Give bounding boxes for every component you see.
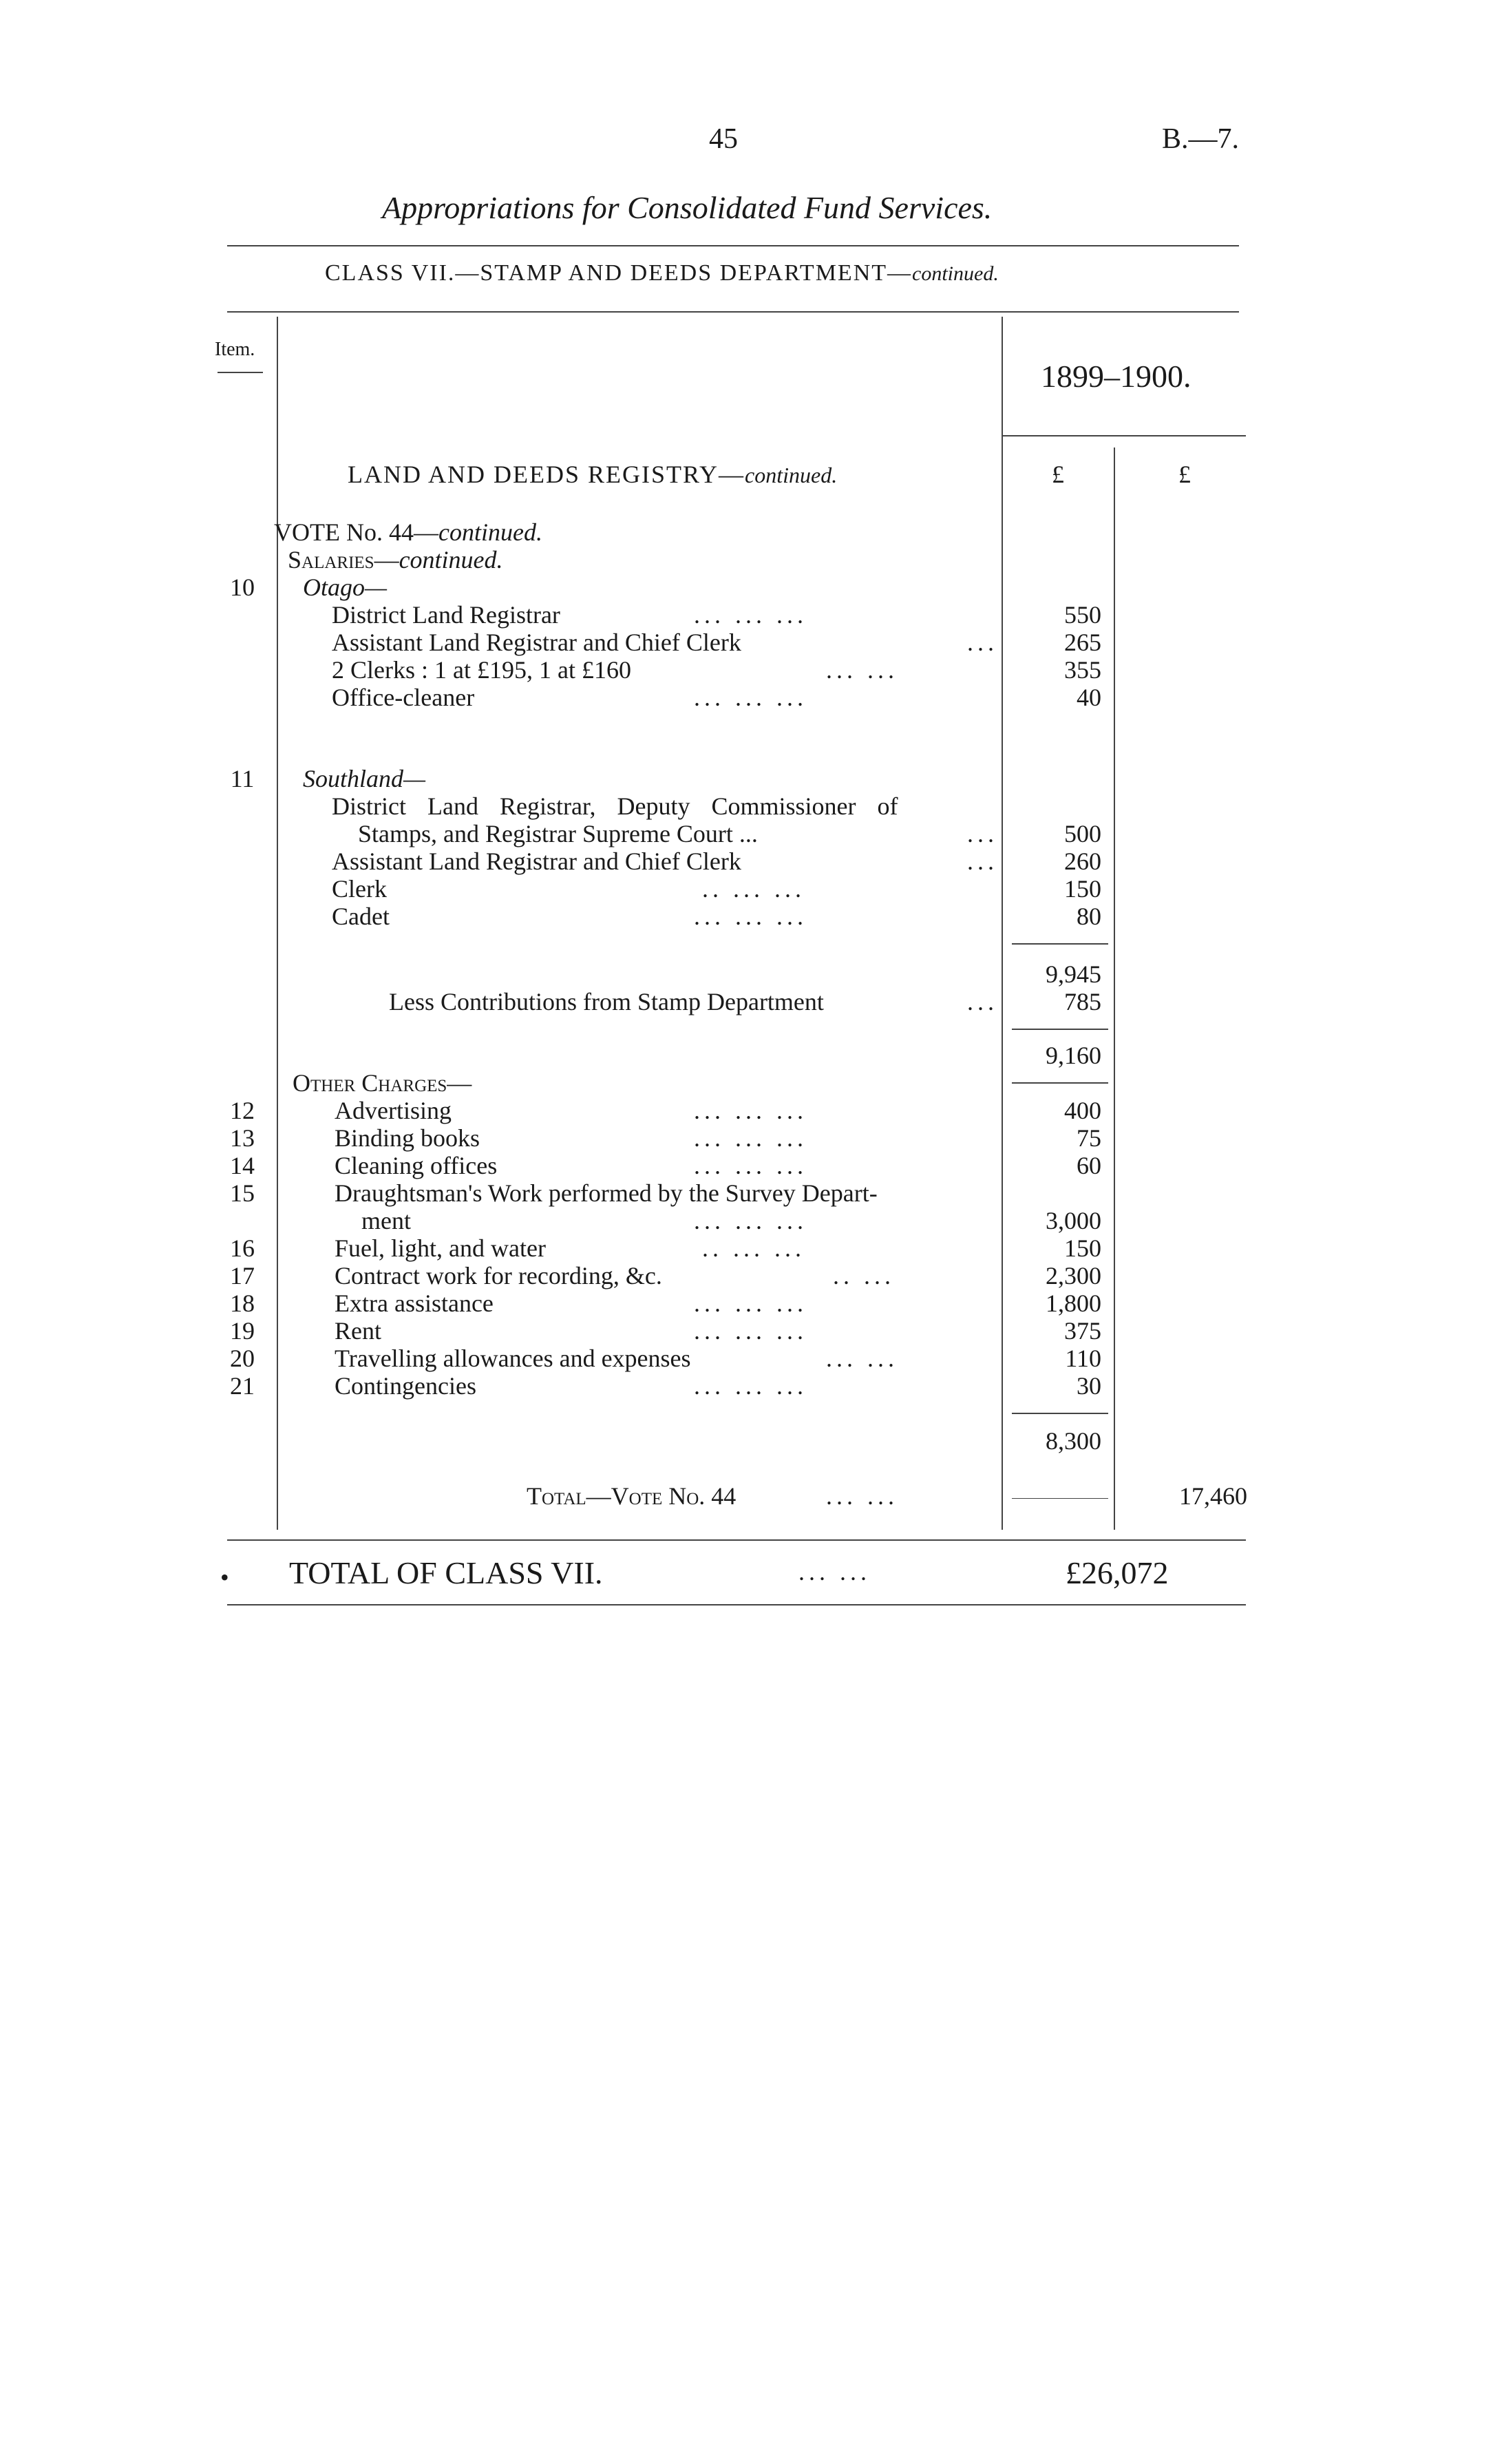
- class-total-amount: £26,072: [1066, 1555, 1169, 1590]
- leader-dots: ... ... ...: [694, 1207, 807, 1234]
- item-number: 13: [230, 1124, 255, 1152]
- item-number: 20: [230, 1345, 255, 1372]
- line-label: District Land Registrar, Deputy Commissioner of: [332, 792, 898, 820]
- leader-dots: ...: [967, 847, 998, 875]
- line-label: Cadet: [332, 903, 390, 930]
- class-title-continued: continued.: [912, 262, 999, 285]
- item-number: 21: [230, 1372, 255, 1400]
- item-number: 17: [230, 1262, 255, 1289]
- leader-dots: ... ... ...: [694, 1152, 807, 1179]
- line-label: 2 Clerks : 1 at £195, 1 at £160: [332, 656, 631, 684]
- line-label: Advertising: [335, 1097, 452, 1124]
- line-amount: 260: [1064, 847, 1101, 875]
- leader-dots: ... ... ...: [694, 601, 807, 629]
- leader-dots: .. ... ...: [702, 875, 805, 903]
- line-amount: 40: [1077, 684, 1101, 711]
- leader-dots: ...: [967, 820, 998, 847]
- leader-dots: .. ...: [833, 1262, 895, 1289]
- line-label: Contract work for recording, &c.: [335, 1262, 662, 1289]
- section-title-text: LAND AND DEEDS REGISTRY—: [348, 461, 745, 488]
- leader-dots: ... ... ...: [694, 684, 807, 711]
- otago-heading: [303, 573, 387, 602]
- leader-dots: ... ... ...: [694, 1124, 807, 1152]
- line-amount: 355: [1064, 656, 1101, 684]
- line-amount: 150: [1064, 875, 1101, 903]
- line-amount: 30: [1077, 1372, 1101, 1400]
- item-number: 18: [230, 1289, 255, 1317]
- line-label: Stamps, and Registrar Supreme Court ...: [358, 820, 758, 847]
- line-amount: 500: [1064, 820, 1101, 847]
- amount-column-rule: [1002, 317, 1003, 1530]
- other-charges-heading: Other Charges—: [293, 1069, 472, 1097]
- total-column-rule: [1114, 447, 1115, 1530]
- item-column-rule: [277, 317, 278, 1530]
- line-label: Extra assistance: [335, 1289, 494, 1317]
- line-label: Assistant Land Registrar and Chief Clerk: [332, 847, 741, 875]
- section-title: [348, 460, 837, 489]
- column-header-item: Item.: [215, 339, 255, 360]
- less-contributions-amount: 785: [1064, 988, 1101, 1015]
- page-title: [382, 189, 992, 226]
- leader-dots: ... ... ...: [694, 1317, 807, 1345]
- leader-dots: ...: [967, 629, 998, 656]
- line-amount: 150: [1064, 1234, 1101, 1262]
- leader-dots: ... ... ...: [694, 1097, 807, 1124]
- other-charges-total: 8,300: [1046, 1427, 1101, 1455]
- less-contributions-label: Less Contributions from Stamp Department: [389, 988, 824, 1015]
- document-reference: B.—7.: [1162, 123, 1240, 155]
- leader-dots: ... ...: [826, 656, 898, 684]
- salaries-heading-text: Salaries—: [288, 546, 399, 573]
- leader-dots: .. ... ...: [702, 1234, 805, 1262]
- leader-dots: ... ...: [826, 1345, 898, 1372]
- vote-heading: [274, 518, 542, 547]
- leader-dots: ... ...: [826, 1482, 898, 1510]
- class-title-text: CLASS VII.—STAMP AND DEEDS DEPARTMENT—: [325, 260, 913, 286]
- leader-dots: ... ... ...: [694, 1289, 807, 1317]
- vote-total-amount: 17,460: [1179, 1482, 1247, 1510]
- line-label: Rent: [335, 1317, 381, 1345]
- line-amount: 1,800: [1046, 1289, 1101, 1317]
- line-amount: 2,300: [1046, 1262, 1101, 1289]
- line-label: Contingencies: [335, 1372, 476, 1400]
- line-label: Fuel, light, and water: [335, 1234, 546, 1262]
- subtotal-salaries: 9,945: [1046, 960, 1101, 988]
- line-amount: 3,000: [1046, 1207, 1101, 1234]
- line-amount: 550: [1064, 601, 1101, 629]
- southland-heading: [303, 764, 425, 793]
- southland-heading-text: Southland—: [303, 765, 426, 792]
- item-number: 12: [230, 1097, 255, 1124]
- salaries-heading-continued: continued.: [399, 546, 503, 573]
- line-amount: 60: [1077, 1152, 1101, 1179]
- bullet: •: [220, 1563, 229, 1591]
- class-total-label: TOTAL OF CLASS VII.: [289, 1555, 603, 1590]
- column-header-pound-1: £: [1052, 461, 1064, 488]
- line-amount: 80: [1077, 903, 1101, 930]
- line-label: Clerk: [332, 875, 387, 903]
- leader-dots: ... ...: [798, 1558, 871, 1586]
- otago-heading-text: Otago—: [303, 573, 388, 601]
- column-header-pound-2: £: [1178, 461, 1191, 488]
- vote-heading-continued: continued.: [438, 518, 542, 546]
- line-label: Office-cleaner: [332, 684, 475, 711]
- vote-total-label: Total—Vote No. 44: [527, 1482, 737, 1510]
- line-label: Assistant Land Registrar and Chief Clerk: [332, 629, 741, 656]
- line-amount: 110: [1065, 1345, 1101, 1372]
- item-number: 11: [230, 765, 255, 792]
- item-number: 19: [230, 1317, 255, 1345]
- line-amount: 265: [1064, 629, 1101, 656]
- line-label: Binding books: [335, 1124, 480, 1152]
- line-label: District Land Registrar: [332, 601, 560, 629]
- line-label: Draughtsman's Work performed by the Survey Depart-: [335, 1179, 878, 1207]
- column-header-year: 1899–1900.: [1041, 359, 1191, 394]
- item-number: 16: [230, 1234, 255, 1262]
- leader-dots: ... ... ...: [694, 1372, 807, 1400]
- class-title: [325, 260, 999, 286]
- salaries-heading: [288, 545, 503, 574]
- item-number: 15: [230, 1179, 255, 1207]
- leader-dots: ... ... ...: [694, 903, 807, 930]
- line-amount: 400: [1064, 1097, 1101, 1124]
- item-number: 10: [230, 573, 255, 601]
- vote-heading-text: VOTE No. 44—: [274, 518, 438, 546]
- page-title-text: Appropriations for Consolidated Fund Services.: [382, 190, 993, 225]
- line-label: ment: [361, 1207, 411, 1234]
- line-label: Cleaning offices: [335, 1152, 498, 1179]
- item-number: 14: [230, 1152, 255, 1179]
- leader-dots: ...: [967, 988, 998, 1015]
- net-salaries: 9,160: [1046, 1042, 1101, 1069]
- line-label: Travelling allowances and expenses: [335, 1345, 691, 1372]
- page-number: 45: [709, 123, 738, 155]
- line-amount: 75: [1077, 1124, 1101, 1152]
- section-title-continued: continued.: [745, 463, 838, 487]
- line-amount: 375: [1064, 1317, 1101, 1345]
